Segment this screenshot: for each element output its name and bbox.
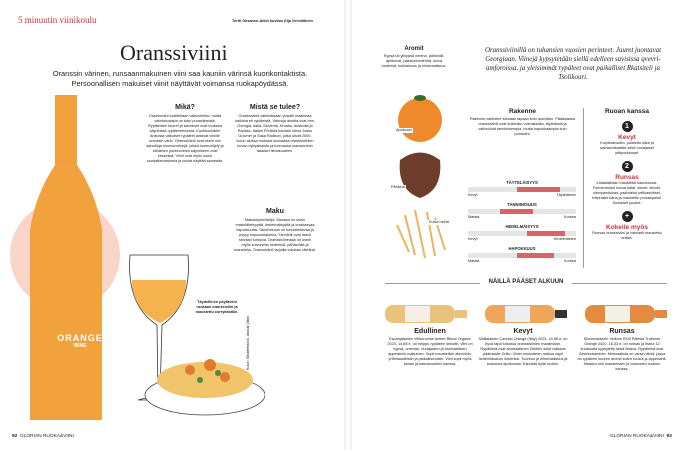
footer-left-mag: GLORIAN RUOKA&VIINI <box>20 434 74 439</box>
scale-label: HEDELMÄISYYS <box>505 224 539 229</box>
ruoka-body: Kurpitsarisotto, paistettu siika ja salviavoikastike sekä hunajaiset yrttiporkkanat. <box>600 141 654 155</box>
bottle-label <box>50 333 110 349</box>
scale-left: Kevyt <box>468 237 478 241</box>
scale-bar <box>468 209 576 214</box>
fruit-label-hay: Kuiva heinä <box>429 220 449 224</box>
ruoka-number: 1 <box>622 121 633 132</box>
bottle-runsas <box>585 305 667 323</box>
scale-right: Korkea <box>563 259 576 263</box>
scale-label: HAPOKKUUS <box>508 246 536 251</box>
recommend-heading: NÄILLÄ PÄÄSET ALKUUN <box>488 279 564 285</box>
scale-right: Hedelmäinen <box>553 237 576 241</box>
section-ruoka <box>588 108 666 241</box>
ruoka-divider <box>583 108 584 268</box>
footer-right-mag: GLORIAN RUOKA&VIINI <box>610 434 664 439</box>
bottle-label-line2: WINE <box>73 343 87 349</box>
bottle-body <box>30 165 102 420</box>
wine-edullinen <box>385 328 475 367</box>
wine-runsas <box>577 328 667 372</box>
ruoka-title: Runsas <box>615 174 639 181</box>
ruoka-body: Runsas oranssiviini ja vahvasti maustettu ankka. <box>592 231 662 240</box>
series-title: 5 minuutin viinikoulu <box>18 15 97 25</box>
scale-label: TANNIINISUUS <box>507 202 537 207</box>
aromit-body: Kypsä tai ylikypsä omena, pähkinät, aprikoosi, passionhedelmä, kuiva hedelmä, kukkaisuus ja mineraalisuus. <box>381 54 447 68</box>
hay-image <box>397 210 445 258</box>
wine-kevyt <box>478 328 568 367</box>
wine-bottles <box>380 290 670 330</box>
fruit-label-nut: Pähkinä <box>391 185 405 189</box>
page-gutter <box>344 0 352 450</box>
scale-bar <box>468 231 576 236</box>
scale-left: Matala <box>468 215 480 219</box>
scale-row <box>468 202 576 224</box>
footer-right-page: 93 <box>666 434 672 439</box>
wine-body: Espanjalainen Vilitorroinse Amber Blend Organic 2023, 14,65 e, on helppo rypäleen sekoite. Viini on kypsä, omenan, hunajaisen ja aromaattisen appelsiinin makuinen. Sopii mausteisiin aterioihin, yrttimausteisiin ja paikallisruokiin. Viini sopii myös kanan ja kasvisruokien kanssa. <box>387 337 473 366</box>
scale-left: Kevyt <box>468 193 478 197</box>
wine-illustration <box>10 95 265 425</box>
section-aromit <box>380 46 448 69</box>
bottle-kevyt <box>485 305 567 323</box>
scale-bar <box>468 187 576 192</box>
rakenne-body: Rakenne vaihtelee samaan tapaan kuin aromitkin. Pääasiassa oranssiviinit ovat kuitenkin voimakkaita, täyteläisiä ja valkoviiniä tanniinisempia, mutta hapokkaampia kuin punaviini. <box>470 117 575 136</box>
page-title: Oranssiviini <box>120 40 228 65</box>
rakenne-heading: Rakenne <box>508 108 537 115</box>
ruoka-heading: Ruoan kanssa <box>604 108 650 115</box>
recommend-rule-right <box>572 283 667 284</box>
mista-heading: Mistä se tulee? <box>249 104 301 111</box>
lead-paragraph: Oranssin värinen, runsaanmakuinen viini saa kauniin värinsä kuorikontaktista. Persoonallisen makuiset viinit näyttävät voimansa ruokapöydässä. <box>52 69 308 88</box>
ruoka-title: Kokeile myös <box>606 224 648 231</box>
section-mika <box>145 104 225 164</box>
fruit-illustrations <box>385 90 460 260</box>
maku-body: Makuköynnöstöjä. Maussa on usein maanläheisyyttä, hedelmäisyyttä ja kuiskaavaa hapokkuutta. Tanniinisuus on tunnistettavaa ja pysyy sopusuhtaisena. Tanniinit ovat usein selvästi tuntuvia. Oranssiviineissä on usein myös kuivuneita hedelmiä, pähkinöitä ja mausteita. Oranssiviinit tarjoilla voidaan viileänä. <box>234 218 316 252</box>
wine-body: Sisilialainen Cantalo Orange (Italy) 2023, 19,98 e, on hyvä tapa tutustua oranssiviinien maailmaan. Rypäleinä ovat aromaattinen Zibibbo sekä rakkaus päämaalle Grillo. Viinin omenainen makua sopii hedelmäsavun kaveriksi. Tuoreus ja mineraalisuus ja tuoksuna aprikoosia. Kauniisti kyllä ruokiin. <box>478 337 568 366</box>
scale-row <box>468 224 576 246</box>
scale-bar <box>468 253 576 258</box>
footer-left <box>12 434 74 439</box>
ruoka-number: 2 <box>622 161 633 172</box>
recommend-rule-left <box>385 283 480 284</box>
scale-label: TÄYTELÄISYYS <box>506 180 538 185</box>
wine-style: Runsas <box>609 328 635 335</box>
mika-heading: Mikä? <box>175 104 195 111</box>
ruoka-number: + <box>622 211 633 222</box>
apricot-image <box>398 98 442 142</box>
aromit-heading: Aromit <box>404 46 424 52</box>
mista-body: Oranssiviinit valmistetaan ympäri maailmaa kaikista eri rypäleistä. Vahvoja alueita ovat mm. Georgia, Italia, Slovenia, Kroatia, Australia ja Ranska. Italian Friulista kotoisin oleva Josko Gravner ja Sasa Radikon, jotka olivat 2000-luvun alussa mukana luomassa oranssiviinien kuvan nykyaikaista ja tuomassa oranssiviinin takaisin tietoisuuteen. <box>235 114 315 153</box>
scale-row <box>468 180 576 202</box>
footer-left-page: 92 <box>12 434 18 439</box>
section-rakenne <box>470 108 575 137</box>
bottle-label-line1: ORANGE <box>57 333 103 343</box>
scale-row <box>468 246 576 268</box>
credits: Tertti Oksanen-Aikin kuvitus Eija Vehviläinen <box>232 19 313 23</box>
illustration-credit: Kuva: Shutterstock, Annuli Vilkis <box>246 315 250 370</box>
footer-right <box>610 434 672 439</box>
section-maku <box>234 208 316 253</box>
scale-left: Matala <box>468 259 480 263</box>
structure-scales <box>468 180 576 268</box>
ruoka-title: Kevyt <box>618 134 636 141</box>
wine-style: Edullinen <box>414 328 446 335</box>
wine-body: Slovenialainen Veikom RO9 Pälewa Traminer Orange 2020, 16,33 e, on runsas ja ihana 12 kuukautta kypsytetty sekä ilmava. Rypäleinä ovat Gewürztraminer. Mineraalista on varsin viiniä, jossa on rypäleen kuoren aromit kuten ruusut ja appelsiinit. Maistuu niin mausteisten ja oranssien ruokien kanssa. <box>577 337 667 371</box>
scale-right: Korkea <box>563 215 576 219</box>
bottle-edullinen <box>385 305 467 323</box>
scale-right: Täyteläinen <box>556 193 576 197</box>
dish-note: Täydellinen pöytäviini ruokaan oranssiviini ja maustettu currykastike. <box>195 300 239 314</box>
ruoka-item <box>588 211 666 241</box>
wine-style: Kevyt <box>513 328 533 335</box>
nut-image <box>400 153 441 199</box>
pull-quote: Oranssiviinillä on tuhansien vuosien perinteet. Juuret juontavat Georgiaan. Viinejä kypsytetään siellä edelleen savisissa qvevri-amforoissa, ja yleisimmät rypäleet ovat paikalliset Rkatsiteli ja Tsolikouri. <box>484 47 661 81</box>
maku-heading: Maku <box>266 208 284 215</box>
mika-body: Oranssiviini luokitellaan valkoviiniksi, mutta valmistustapa on tuttu punaviineistä. Rypäleiden kuoret ja siemenet ovat mukana käyneissä rypälemehuissa. Kuorikontaktin ansiosta valkoiset rypäleet antavat viinille oranssin värin. Oranssiviinit ovat usein niin sanottuja luonnonviinejä, joissa luomuviljely ja vähäinen puuttuminen käymiseen ovat keskeisiä. Viinit ovat myös usein suodattamattomia ja voivat näyttää samealta. <box>146 114 224 163</box>
bottle-neck <box>55 95 77 165</box>
ruoka-item <box>588 121 666 156</box>
ruoka-body: Intialaistilaan maustetut kasvisruuat. Formentoidut kuivat kalat, sienet, kimchi, sienipaistokset, paahdetut yrttikasvikset, friteeratut kana ja maustettu porsaspaisti. Suolaiset juustot. <box>592 181 662 205</box>
ruoka-item <box>588 161 666 206</box>
fruit-label-apricot: Aprikoosi <box>396 128 412 132</box>
section-mista <box>234 104 316 154</box>
